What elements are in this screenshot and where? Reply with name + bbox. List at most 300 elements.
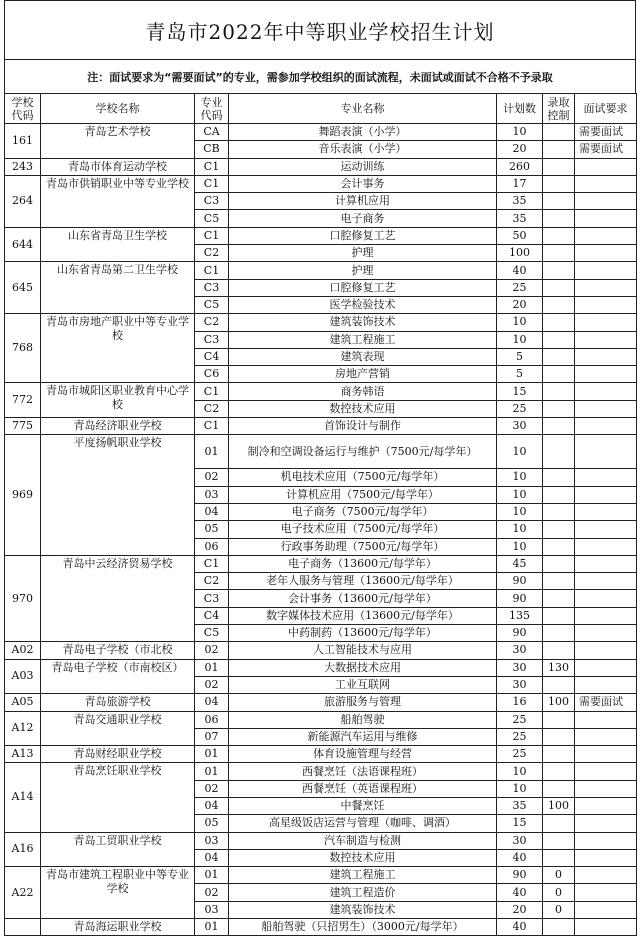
program-code-cell: 05 <box>195 815 229 832</box>
interview-requirement-cell <box>575 607 637 624</box>
admission-control-cell <box>543 711 575 728</box>
admission-control-cell <box>543 124 575 141</box>
program-name-cell: 中餐烹饪 <box>229 797 497 814</box>
plan-count-cell: 10 <box>497 435 543 469</box>
header-program-code: 专业代码 <box>195 94 229 124</box>
interview-note: 注：面试要求为“需要面试”的专业，需参加学校组织的面试流程，未面试或面试不合格不予录取 <box>4 59 636 93</box>
admission-control-cell <box>543 763 575 780</box>
interview-requirement-cell <box>575 486 637 503</box>
table-row <box>5 418 637 435</box>
program-code-cell: C3 <box>195 193 229 210</box>
plan-count-cell: 30 <box>497 676 543 693</box>
plan-count-cell: 45 <box>497 555 543 572</box>
school-name-cell: 青岛旅游学校 <box>41 694 195 711</box>
program-code-cell: C5 <box>195 210 229 227</box>
admission-control-cell: 100 <box>543 797 575 814</box>
interview-requirement-cell <box>575 314 637 331</box>
program-code-cell: C6 <box>195 366 229 383</box>
program-name-cell: 旅游服务与管理 <box>229 694 497 711</box>
program-name-cell: 房地产营销 <box>229 366 497 383</box>
program-code-cell: C4 <box>195 348 229 365</box>
plan-count-cell: 35 <box>497 193 543 210</box>
admission-control-cell <box>543 815 575 832</box>
interview-requirement-cell <box>575 262 637 279</box>
admission-control-cell <box>543 625 575 642</box>
interview-requirement-cell <box>575 331 637 348</box>
program-code-cell: C1 <box>195 418 229 435</box>
header-interview: 面试要求 <box>575 94 637 124</box>
plan-count-cell: 10 <box>497 314 543 331</box>
school-name-cell: 青岛工贸职业学校 <box>41 832 195 867</box>
school-code-cell: 969 <box>5 435 41 555</box>
admission-control-cell <box>543 849 575 866</box>
interview-requirement-cell <box>575 625 637 642</box>
admission-control-cell <box>543 503 575 520</box>
program-name-cell: 行政事务助理（7500元/每学年） <box>229 538 497 555</box>
program-code-cell: 05 <box>195 521 229 538</box>
school-code-cell: A02 <box>5 642 41 659</box>
program-name-cell: 计算机应用（7500元/每学年） <box>229 486 497 503</box>
plan-count-cell: 35 <box>497 797 543 814</box>
plan-count-cell: 35 <box>497 210 543 227</box>
interview-requirement-cell <box>575 521 637 538</box>
school-name-cell: 青岛经济职业学校 <box>41 418 195 435</box>
admission-control-cell <box>543 573 575 590</box>
program-name-cell: 制冷和空调设备运行与维护（7500元/每学年） <box>229 435 497 469</box>
plan-count-cell: 17 <box>497 175 543 192</box>
program-name-cell: 数控技术应用 <box>229 849 497 866</box>
admission-control-cell: 0 <box>543 867 575 884</box>
plan-count-cell: 10 <box>497 469 543 486</box>
school-code-cell: 243 <box>5 158 41 175</box>
plan-count-cell: 260 <box>497 158 543 175</box>
admission-control-cell <box>543 832 575 849</box>
program-name-cell: 建筑表现 <box>229 348 497 365</box>
plan-count-cell: 20 <box>497 901 543 918</box>
admission-control-cell <box>543 607 575 624</box>
interview-requirement-cell <box>575 590 637 607</box>
plan-count-cell: 40 <box>497 262 543 279</box>
program-code-cell: 01 <box>195 867 229 884</box>
program-name-cell: 建筑工程施工 <box>229 867 497 884</box>
school-code-cell: 775 <box>5 418 41 435</box>
program-code-cell: 06 <box>195 711 229 728</box>
table-row <box>5 227 637 244</box>
plan-count-cell: 10 <box>497 780 543 797</box>
program-code-cell: 02 <box>195 884 229 901</box>
program-name-cell: 高星级饭店运营与管理（咖啡、调酒） <box>229 815 497 832</box>
plan-count-cell: 40 <box>497 919 543 936</box>
program-name-cell: 会计事务（13600元/每学年） <box>229 590 497 607</box>
plan-count-cell: 40 <box>497 849 543 866</box>
admission-control-cell <box>543 435 575 469</box>
plan-count-cell: 90 <box>497 590 543 607</box>
plan-count-cell: 40 <box>497 884 543 901</box>
interview-requirement-cell <box>575 780 637 797</box>
program-code-cell: C1 <box>195 158 229 175</box>
program-code-cell: 01 <box>195 919 229 936</box>
interview-requirement-cell <box>575 676 637 693</box>
program-name-cell: 数控技术应用 <box>229 400 497 417</box>
program-name-cell: 西餐烹饪（英语课程班） <box>229 780 497 797</box>
interview-requirement-cell <box>575 158 637 175</box>
school-code-cell <box>5 919 41 936</box>
plan-count-cell: 16 <box>497 694 543 711</box>
program-name-cell: 音乐表演（小学） <box>229 141 497 158</box>
program-code-cell: C2 <box>195 245 229 262</box>
plan-count-cell: 20 <box>497 296 543 313</box>
page-title: 青岛市2022年中等职业学校招生计划 <box>4 0 636 59</box>
interview-requirement-cell <box>575 849 637 866</box>
plan-count-cell: 30 <box>497 832 543 849</box>
table-row <box>5 694 637 711</box>
program-name-cell: 运动训练 <box>229 158 497 175</box>
plan-count-cell: 25 <box>497 279 543 296</box>
admission-control-cell <box>543 590 575 607</box>
table-row <box>5 919 637 936</box>
admission-control-cell: 100 <box>543 694 575 711</box>
school-name-cell: 青岛海运职业学校 <box>41 919 195 936</box>
school-name-cell: 青岛交通职业学校 <box>41 711 195 746</box>
admission-control-cell <box>543 469 575 486</box>
admission-control-cell <box>543 746 575 763</box>
program-code-cell: C2 <box>195 400 229 417</box>
table-row <box>5 711 637 728</box>
plan-count-cell: 90 <box>497 625 543 642</box>
interview-requirement-cell: 需要面试 <box>575 141 637 158</box>
interview-requirement-cell <box>575 227 637 244</box>
plan-count-cell: 5 <box>497 348 543 365</box>
admission-control-cell: 0 <box>543 884 575 901</box>
school-name-cell: 青岛中云经济贸易学校 <box>41 555 195 641</box>
school-name-cell: 青岛财经职业学校 <box>41 746 195 763</box>
program-code-cell: 03 <box>195 901 229 918</box>
admission-control-cell <box>543 383 575 400</box>
program-name-cell: 护理 <box>229 245 497 262</box>
program-name-cell: 电子技术应用（7500元/每学年） <box>229 521 497 538</box>
program-code-cell: 02 <box>195 676 229 693</box>
program-name-cell: 老年人服务与管理（13600元/每学年） <box>229 573 497 590</box>
school-code-cell: 644 <box>5 227 41 262</box>
table-row <box>5 832 637 849</box>
enrollment-table <box>4 93 637 936</box>
interview-requirement-cell <box>575 746 637 763</box>
school-code-cell: 768 <box>5 314 41 383</box>
school-code-cell: 161 <box>5 124 41 159</box>
school-name-cell: 山东省青岛卫生学校 <box>41 227 195 262</box>
admission-control-cell <box>543 158 575 175</box>
admission-control-cell <box>543 728 575 745</box>
table-row <box>5 383 637 400</box>
program-name-cell: 舞蹈表演（小学） <box>229 124 497 141</box>
plan-count-cell: 25 <box>497 728 543 745</box>
program-name-cell: 建筑装饰技术 <box>229 901 497 918</box>
program-name-cell: 船舶驾驶（只招男生）（3000元/每学年） <box>229 919 497 936</box>
program-name-cell: 新能源汽车运用与维修 <box>229 728 497 745</box>
school-code-cell: 772 <box>5 383 41 418</box>
admission-control-cell <box>543 175 575 192</box>
program-name-cell: 建筑工程施工 <box>229 331 497 348</box>
interview-requirement-cell <box>575 711 637 728</box>
admission-control-cell <box>543 279 575 296</box>
school-code-cell: 970 <box>5 555 41 641</box>
interview-requirement-cell <box>575 763 637 780</box>
plan-count-cell: 10 <box>497 486 543 503</box>
school-name-cell: 青岛市房地产职业中等专业学校 <box>41 314 195 383</box>
plan-count-cell: 5 <box>497 366 543 383</box>
header-school-code: 学校代码 <box>5 94 41 124</box>
program-code-cell: 04 <box>195 797 229 814</box>
program-code-cell: C1 <box>195 175 229 192</box>
admission-control-cell <box>543 141 575 158</box>
admission-control-cell <box>543 245 575 262</box>
program-code-cell: CB <box>195 141 229 158</box>
interview-requirement-cell: 需要面试 <box>575 694 637 711</box>
interview-requirement-cell <box>575 815 637 832</box>
interview-requirement-cell <box>575 901 637 918</box>
table-row <box>5 124 637 141</box>
interview-requirement-cell <box>575 296 637 313</box>
school-name-cell: 青岛烹饪职业学校 <box>41 763 195 832</box>
program-code-cell: C5 <box>195 625 229 642</box>
admission-control-cell <box>543 486 575 503</box>
plan-count-cell: 10 <box>497 763 543 780</box>
program-code-cell: C2 <box>195 573 229 590</box>
school-name-cell: 青岛电子学校（市北校 <box>41 642 195 659</box>
interview-requirement-cell <box>575 418 637 435</box>
plan-count-cell: 90 <box>497 573 543 590</box>
program-name-cell: 船舶驾驶 <box>229 711 497 728</box>
program-code-cell: C1 <box>195 383 229 400</box>
interview-requirement-cell <box>575 193 637 210</box>
school-code-cell: A16 <box>5 832 41 867</box>
school-code-cell: A14 <box>5 763 41 832</box>
table-row <box>5 642 637 659</box>
table-row <box>5 659 637 676</box>
plan-count-cell: 30 <box>497 659 543 676</box>
admission-control-cell <box>543 521 575 538</box>
admission-control-cell <box>543 348 575 365</box>
program-name-cell: 商务韩语 <box>229 383 497 400</box>
admission-control-cell: 0 <box>543 901 575 918</box>
program-code-cell: 07 <box>195 728 229 745</box>
program-code-cell: CA <box>195 124 229 141</box>
table-row <box>5 746 637 763</box>
interview-requirement-cell <box>575 919 637 936</box>
program-name-cell: 首饰设计与制作 <box>229 418 497 435</box>
interview-requirement-cell <box>575 175 637 192</box>
interview-requirement-cell <box>575 245 637 262</box>
interview-requirement-cell <box>575 469 637 486</box>
table-body <box>5 124 637 936</box>
school-code-cell: A05 <box>5 694 41 711</box>
header-plan: 计划数 <box>497 94 543 124</box>
plan-count-cell: 25 <box>497 400 543 417</box>
table-row <box>5 262 637 279</box>
admission-control-cell <box>543 227 575 244</box>
plan-count-cell: 90 <box>497 867 543 884</box>
plan-count-cell: 20 <box>497 141 543 158</box>
table-row <box>5 555 637 572</box>
program-name-cell: 会计事务 <box>229 175 497 192</box>
school-name-cell: 平度扬帆职业学校 <box>41 435 195 555</box>
school-code-cell: 645 <box>5 262 41 314</box>
admission-control-cell <box>543 296 575 313</box>
program-code-cell: 04 <box>195 694 229 711</box>
admission-control-cell <box>543 400 575 417</box>
program-name-cell: 工业互联网 <box>229 676 497 693</box>
program-name-cell: 医学检验技术 <box>229 296 497 313</box>
admission-control-cell <box>543 314 575 331</box>
program-name-cell: 建筑装饰技术 <box>229 314 497 331</box>
program-name-cell: 电子商务（13600元/每学年） <box>229 555 497 572</box>
program-code-cell: C1 <box>195 262 229 279</box>
table-row <box>5 175 637 192</box>
admission-control-cell <box>543 210 575 227</box>
school-name-cell: 青岛电子学校（市南校区） <box>41 659 195 694</box>
program-name-cell: 护理 <box>229 262 497 279</box>
interview-requirement-cell <box>575 797 637 814</box>
school-code-cell: A22 <box>5 867 41 919</box>
interview-requirement-cell <box>575 659 637 676</box>
interview-requirement-cell <box>575 642 637 659</box>
interview-requirement-cell: 需要面试 <box>575 124 637 141</box>
program-code-cell: C1 <box>195 555 229 572</box>
plan-count-cell: 10 <box>497 503 543 520</box>
interview-requirement-cell <box>575 210 637 227</box>
program-name-cell: 计算机应用 <box>229 193 497 210</box>
plan-count-cell: 10 <box>497 331 543 348</box>
school-name-cell: 山东省青岛第二卫生学校 <box>41 262 195 314</box>
program-code-cell: 04 <box>195 503 229 520</box>
header-control: 录取控制 <box>543 94 575 124</box>
interview-requirement-cell <box>575 538 637 555</box>
program-code-cell: 04 <box>195 849 229 866</box>
program-name-cell: 数字媒体技术应用（13600元/每学年） <box>229 607 497 624</box>
program-code-cell: C4 <box>195 607 229 624</box>
program-code-cell: 02 <box>195 780 229 797</box>
program-code-cell: C1 <box>195 227 229 244</box>
school-name-cell: 青岛艺术学校 <box>41 124 195 159</box>
program-name-cell: 机电技术应用（7500元/每学年） <box>229 469 497 486</box>
interview-requirement-cell <box>575 383 637 400</box>
program-name-cell: 电子商务（7500元/每学年） <box>229 503 497 520</box>
admission-control-cell <box>543 262 575 279</box>
plan-count-cell: 10 <box>497 521 543 538</box>
plan-count-cell: 25 <box>497 746 543 763</box>
program-name-cell: 汽车制造与检测 <box>229 832 497 849</box>
admission-control-cell <box>543 193 575 210</box>
plan-count-cell: 135 <box>497 607 543 624</box>
interview-requirement-cell <box>575 279 637 296</box>
interview-requirement-cell <box>575 867 637 884</box>
table-row <box>5 158 637 175</box>
table-row <box>5 435 637 469</box>
school-code-cell: A12 <box>5 711 41 746</box>
interview-requirement-cell <box>575 348 637 365</box>
plan-count-cell: 15 <box>497 815 543 832</box>
plan-count-cell: 10 <box>497 538 543 555</box>
program-name-cell: 口腔修复工艺 <box>229 279 497 296</box>
program-code-cell: 03 <box>195 832 229 849</box>
interview-requirement-cell <box>575 728 637 745</box>
program-code-cell: 03 <box>195 486 229 503</box>
program-code-cell: 02 <box>195 469 229 486</box>
school-code-cell: A13 <box>5 746 41 763</box>
program-code-cell: C2 <box>195 314 229 331</box>
table-row <box>5 867 637 884</box>
admission-control-cell <box>543 538 575 555</box>
program-code-cell: 06 <box>195 538 229 555</box>
program-name-cell: 电子商务 <box>229 210 497 227</box>
program-code-cell: 01 <box>195 763 229 780</box>
interview-requirement-cell <box>575 366 637 383</box>
interview-requirement-cell <box>575 503 637 520</box>
program-name-cell: 口腔修复工艺 <box>229 227 497 244</box>
interview-requirement-cell <box>575 555 637 572</box>
admission-control-cell <box>543 642 575 659</box>
program-name-cell: 人工智能技术与应用 <box>229 642 497 659</box>
admission-control-cell <box>543 331 575 348</box>
plan-count-cell: 25 <box>497 711 543 728</box>
admission-control-cell <box>543 676 575 693</box>
header-program-name: 专业名称 <box>229 94 497 124</box>
plan-count-cell: 30 <box>497 642 543 659</box>
program-code-cell: 01 <box>195 746 229 763</box>
school-code-cell: A03 <box>5 659 41 694</box>
program-name-cell: 体育设施管理与经营 <box>229 746 497 763</box>
admission-control-cell <box>543 555 575 572</box>
school-name-cell: 青岛市供销职业中等专业学校 <box>41 175 195 227</box>
table-row <box>5 314 637 331</box>
school-name-cell: 青岛市体育运动学校 <box>41 158 195 175</box>
header-school-name: 学校名称 <box>41 94 195 124</box>
admission-control-cell <box>543 919 575 936</box>
admission-control-cell <box>543 366 575 383</box>
program-code-cell: 01 <box>195 659 229 676</box>
table-row <box>5 763 637 780</box>
school-name-cell: 青岛市城阳区职业教育中心学校 <box>41 383 195 418</box>
program-name-cell: 西餐烹饪（法语课程班） <box>229 763 497 780</box>
plan-count-cell: 30 <box>497 418 543 435</box>
interview-requirement-cell <box>575 400 637 417</box>
program-name-cell: 中药制药（13600元/每学年） <box>229 625 497 642</box>
admission-control-cell <box>543 418 575 435</box>
header-row <box>5 94 637 124</box>
program-code-cell: C5 <box>195 296 229 313</box>
interview-requirement-cell <box>575 832 637 849</box>
interview-requirement-cell <box>575 573 637 590</box>
program-code-cell: 02 <box>195 642 229 659</box>
program-code-cell: C3 <box>195 331 229 348</box>
school-code-cell: 264 <box>5 175 41 227</box>
program-name-cell: 大数据技术应用 <box>229 659 497 676</box>
program-code-cell: C3 <box>195 590 229 607</box>
admission-control-cell: 130 <box>543 659 575 676</box>
program-name-cell: 建筑工程造价 <box>229 884 497 901</box>
program-code-cell: C3 <box>195 279 229 296</box>
program-code-cell: 01 <box>195 435 229 469</box>
plan-count-cell: 100 <box>497 245 543 262</box>
plan-count-cell: 10 <box>497 124 543 141</box>
plan-count-cell: 50 <box>497 227 543 244</box>
interview-requirement-cell <box>575 884 637 901</box>
school-name-cell: 青岛市建筑工程职业中等专业学校 <box>41 867 195 919</box>
admission-control-cell <box>543 780 575 797</box>
interview-requirement-cell <box>575 435 637 469</box>
enrollment-sheet <box>4 0 636 936</box>
plan-count-cell: 15 <box>497 383 543 400</box>
